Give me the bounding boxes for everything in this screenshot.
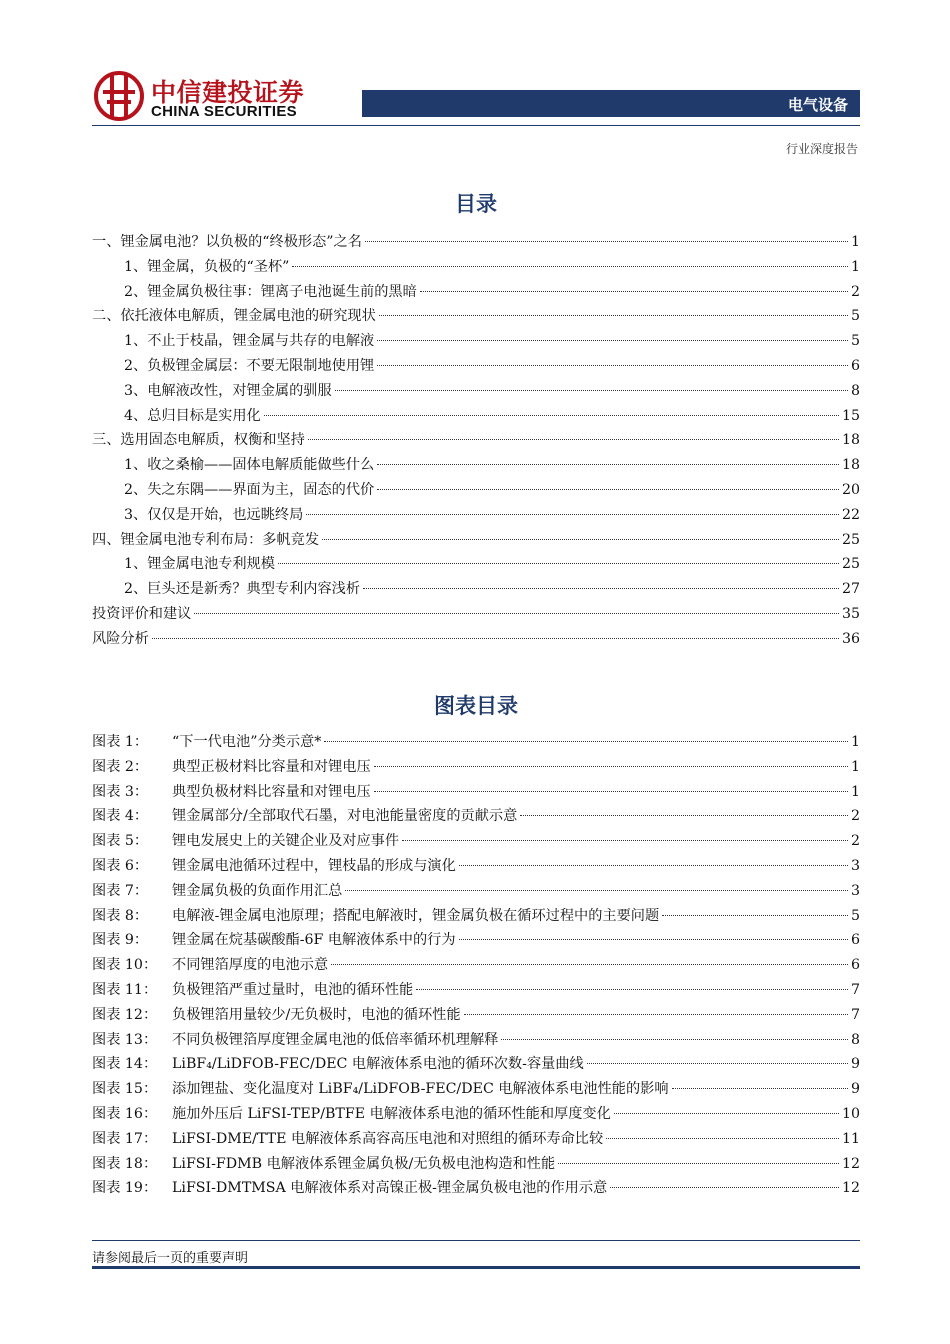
figure-caption: LiFSI-DME/TTE 电解液体系高容高压电池和对照组的循环寿命比较 bbox=[172, 1130, 604, 1147]
entry-title bbox=[124, 503, 303, 528]
page-number: 3 bbox=[850, 882, 860, 899]
toc-entry[interactable] bbox=[92, 528, 860, 553]
toc-entry-text: 2、失之东隅——界面为主，固态的代价 bbox=[124, 481, 375, 498]
toc-title: 目录 bbox=[455, 192, 497, 216]
figure-list-title: 图表目录 bbox=[434, 694, 518, 718]
entry-title bbox=[92, 879, 342, 904]
page-number: 5 bbox=[850, 308, 860, 325]
header-divider bbox=[92, 125, 860, 126]
toc-entry-text: 二、依托液体电解质，锂金属电池的研究现状 bbox=[92, 308, 376, 325]
entry-title bbox=[92, 780, 371, 805]
entry-title bbox=[92, 428, 305, 453]
page-number: 2 bbox=[850, 833, 860, 850]
figure-label: 图表 17： bbox=[92, 1130, 158, 1147]
toc-list bbox=[92, 230, 860, 652]
entry-title bbox=[92, 904, 659, 929]
page-number: 12 bbox=[841, 1180, 860, 1197]
page-number: 12 bbox=[841, 1155, 860, 1172]
dot-leader bbox=[379, 315, 848, 316]
dot-leader bbox=[377, 464, 839, 465]
entry-title bbox=[124, 577, 360, 602]
figure-label: 图表 12： bbox=[92, 1006, 158, 1023]
figure-list bbox=[92, 730, 860, 1201]
page-number: 36 bbox=[841, 630, 860, 647]
figure-caption: 典型负极材料比容量和对锂电压 bbox=[172, 783, 371, 800]
page-number: 7 bbox=[850, 981, 860, 998]
figure-caption: LiBF₄/LiDFOB-FEC/DEC 电解液体系电池的循环次数-容量曲线 bbox=[172, 1056, 584, 1073]
dot-leader bbox=[416, 989, 848, 990]
figure-caption: 不同负极锂箔厚度锂金属电池的低倍率循环机理解释 bbox=[172, 1031, 499, 1048]
figure-caption: 添加锂盐、变化温度对 LiBF₄/LiDFOB-FEC/DEC 电解液体系电池性能的影响 bbox=[172, 1081, 669, 1098]
figure-label: 图表 1： bbox=[92, 734, 149, 750]
entry-title bbox=[92, 528, 319, 553]
entry-title bbox=[92, 1152, 555, 1177]
page-number: 1 bbox=[850, 783, 860, 800]
logo-chinese-name: 中信建投证券 bbox=[151, 78, 305, 107]
entry-title bbox=[92, 1003, 461, 1028]
figure-entry[interactable] bbox=[92, 953, 860, 978]
toc-entry-text: 1、锂金属电池专利规模 bbox=[124, 556, 275, 573]
page-number: 15 bbox=[841, 407, 860, 424]
page-number: 2 bbox=[850, 283, 860, 300]
page-number: 6 bbox=[850, 357, 860, 374]
page-number: 6 bbox=[850, 932, 860, 949]
page-number: 25 bbox=[841, 531, 860, 548]
entry-title bbox=[92, 230, 362, 255]
dot-leader bbox=[363, 588, 839, 589]
dot-leader bbox=[322, 539, 839, 540]
toc-entry-text: 1、收之桑榆——固体电解质能做些什么 bbox=[124, 457, 375, 474]
figure-label: 图表 6： bbox=[92, 857, 149, 874]
toc-entry[interactable] bbox=[92, 230, 860, 255]
entry-title bbox=[124, 255, 289, 280]
entry-title bbox=[92, 755, 371, 780]
figure-label: 图表 7： bbox=[92, 882, 149, 899]
page-number: 7 bbox=[850, 1006, 860, 1023]
dot-leader bbox=[374, 766, 848, 767]
figure-caption: 锂金属负极的负面作用汇总 bbox=[172, 882, 343, 899]
page-number: 9 bbox=[850, 1056, 860, 1073]
page-number: 25 bbox=[841, 556, 860, 573]
figure-entry[interactable] bbox=[92, 730, 860, 755]
page-number: 8 bbox=[850, 1031, 860, 1048]
entry-title bbox=[124, 404, 261, 429]
toc-entry[interactable] bbox=[92, 478, 860, 503]
figure-caption: 电解液-锂金属电池原理；搭配电解液时，锂金属负极在循环过程中的主要问题 bbox=[172, 907, 660, 924]
figure-entry[interactable] bbox=[92, 1028, 860, 1053]
page-number: 1 bbox=[850, 258, 860, 275]
toc-entry-text: 2、负极锂金属层：不要无限制地使用锂 bbox=[124, 357, 375, 374]
toc-entry-text: 3、电解液改性，对锂金属的驯服 bbox=[124, 382, 332, 399]
figure-label: 图表 15： bbox=[92, 1081, 158, 1098]
figure-label: 图表 16： bbox=[92, 1105, 158, 1122]
entry-title bbox=[92, 854, 456, 879]
figure-entry[interactable] bbox=[92, 879, 860, 904]
page-number: 18 bbox=[841, 457, 860, 474]
figure-label: 图表 2： bbox=[92, 758, 149, 775]
figure-label: 图表 13： bbox=[92, 1031, 158, 1048]
figure-label: 图表 11： bbox=[92, 981, 158, 998]
entry-title bbox=[92, 1028, 498, 1053]
page-number: 9 bbox=[850, 1081, 860, 1098]
page-number: 5 bbox=[850, 333, 860, 350]
entry-title bbox=[92, 1102, 611, 1127]
figure-caption: 负极锂箔严重过量时，电池的循环性能 bbox=[172, 981, 414, 998]
entry-title bbox=[124, 379, 332, 404]
figure-entry[interactable] bbox=[92, 1127, 860, 1152]
page-number: 8 bbox=[850, 382, 860, 399]
dot-leader bbox=[587, 1063, 848, 1064]
dot-leader bbox=[377, 365, 848, 366]
entry-title bbox=[92, 1077, 669, 1102]
dot-leader bbox=[377, 489, 839, 490]
dot-leader bbox=[459, 865, 848, 866]
entry-title bbox=[92, 304, 376, 329]
toc-entry-text: 1、不止于枝晶，锂金属与共存的电解液 bbox=[124, 333, 375, 350]
entry-title bbox=[92, 804, 517, 829]
toc-entry-text: 2、巨头还是新秀？典型专利内容浅析 bbox=[124, 581, 361, 598]
dot-leader bbox=[402, 840, 848, 841]
page-number: 27 bbox=[841, 581, 860, 598]
footer-divider bbox=[92, 1240, 860, 1241]
entry-title bbox=[92, 1127, 603, 1152]
figure-caption: 锂金属在烷基碳酸酯-6F 电解液体系中的行为 bbox=[172, 932, 456, 949]
toc-entry[interactable] bbox=[92, 379, 860, 404]
sector-label: 电气设备 bbox=[787, 96, 848, 114]
figure-caption: 锂电发展史上的关键企业及对应事件 bbox=[172, 833, 400, 850]
dot-leader bbox=[374, 791, 848, 792]
toc-entry-text: 投资评价和建议 bbox=[92, 605, 192, 622]
dot-leader bbox=[464, 1014, 848, 1015]
figure-label: 图表 18： bbox=[92, 1155, 158, 1172]
figure-entry[interactable] bbox=[92, 1077, 860, 1102]
dot-leader bbox=[331, 964, 848, 965]
entry-title bbox=[92, 627, 149, 652]
page-number: 18 bbox=[841, 432, 860, 449]
dot-leader bbox=[558, 1163, 839, 1164]
figure-entry[interactable] bbox=[92, 928, 860, 953]
figure-entry[interactable] bbox=[92, 780, 860, 805]
toc-entry[interactable] bbox=[92, 453, 860, 478]
dot-leader bbox=[264, 415, 839, 416]
toc-entry-text: 四、锂金属电池专利布局：多帆竞发 bbox=[92, 531, 320, 548]
toc-entry-text: 4、总归目标是实用化 bbox=[124, 407, 261, 424]
figure-label: 图表 8： bbox=[92, 907, 149, 924]
toc-entry[interactable] bbox=[92, 503, 860, 528]
toc-entry[interactable] bbox=[92, 255, 860, 280]
toc-entry-text: 1、锂金属，负极的“圣杯” bbox=[124, 258, 290, 275]
page-number: 11 bbox=[841, 1130, 860, 1147]
entry-title bbox=[124, 478, 374, 503]
report-type: 行业深度报告 bbox=[785, 142, 858, 156]
entry-title bbox=[92, 953, 328, 978]
toc-entry-text: 2、锂金属负极往事：锂离子电池诞生前的黑暗 bbox=[124, 283, 417, 300]
dot-leader bbox=[308, 439, 839, 440]
toc-entry[interactable] bbox=[92, 627, 860, 652]
page-number: 10 bbox=[841, 1105, 860, 1122]
toc-entry[interactable] bbox=[92, 304, 860, 329]
entry-title bbox=[92, 829, 399, 854]
dot-leader bbox=[501, 1039, 848, 1040]
figure-label: 图表 4： bbox=[92, 808, 149, 825]
company-logo bbox=[93, 70, 308, 122]
figure-entry[interactable] bbox=[92, 829, 860, 854]
dot-leader bbox=[662, 915, 848, 916]
entry-title bbox=[124, 354, 374, 379]
page-number: 20 bbox=[841, 481, 860, 498]
dot-leader bbox=[335, 390, 848, 391]
toc-entry[interactable] bbox=[92, 552, 860, 577]
toc-entry-text: 3、仅仅是开始，也远眺终局 bbox=[124, 506, 304, 523]
figure-caption: “下一代电池”分类示意* bbox=[172, 734, 322, 750]
page-number: 22 bbox=[841, 506, 860, 523]
figure-label: 图表 19： bbox=[92, 1180, 158, 1197]
figure-entry[interactable] bbox=[92, 1102, 860, 1127]
figure-label: 图表 9： bbox=[92, 932, 149, 949]
figure-caption: 锂金属电池循环过程中，锂枝晶的形成与演化 bbox=[172, 857, 456, 874]
figure-label: 图表 14： bbox=[92, 1056, 158, 1073]
page-number: 35 bbox=[841, 605, 860, 622]
dot-leader bbox=[292, 266, 848, 267]
dot-leader bbox=[614, 1113, 839, 1114]
footer-bar bbox=[92, 1266, 860, 1269]
page-number: 3 bbox=[850, 857, 860, 874]
page-number: 2 bbox=[850, 808, 860, 825]
citic-logo-icon bbox=[93, 70, 145, 122]
figure-entry[interactable] bbox=[92, 1003, 860, 1028]
toc-entry[interactable] bbox=[92, 577, 860, 602]
figure-label: 图表 5： bbox=[92, 833, 149, 850]
figure-caption: 施加外压后 LiFSI-TEP/BTFE 电解液体系电池的循环性能和厚度变化 bbox=[172, 1105, 611, 1122]
figure-caption: LiFSI-DMTMSA 电解液体系对高镍正极-锂金属负极电池的作用示意 bbox=[172, 1180, 608, 1197]
toc-entry-text: 风险分析 bbox=[92, 630, 149, 647]
dot-leader bbox=[345, 890, 848, 891]
figure-entry[interactable] bbox=[92, 804, 860, 829]
dot-leader bbox=[365, 241, 848, 242]
dot-leader bbox=[194, 613, 839, 614]
entry-title bbox=[92, 602, 191, 627]
figure-caption: 锂金属部分/全部取代石墨，对电池能量密度的贡献示意 bbox=[172, 808, 518, 825]
toc-entry[interactable] bbox=[92, 354, 860, 379]
entry-title bbox=[92, 928, 456, 953]
page-number: 5 bbox=[850, 907, 860, 924]
figure-caption: LiFSI-FDMB 电解液体系锂金属负极/无负极电池构造和性能 bbox=[172, 1155, 556, 1172]
entry-title bbox=[92, 730, 321, 755]
toc-entry-text: 一、锂金属电池？以负极的“终极形态”之名 bbox=[92, 234, 362, 250]
page-number: 1 bbox=[850, 734, 860, 750]
dot-leader bbox=[459, 939, 848, 940]
footer-disclaimer: 请参阅最后一页的重要声明 bbox=[92, 1251, 249, 1266]
toc-entry[interactable] bbox=[92, 428, 860, 453]
dot-leader bbox=[278, 563, 839, 564]
entry-title bbox=[124, 280, 417, 305]
toc-entry-text: 三、选用固态电解质，权衡和坚持 bbox=[92, 432, 305, 449]
figure-entry[interactable] bbox=[92, 1176, 860, 1201]
figure-label: 图表 3： bbox=[92, 783, 149, 800]
toc-entry[interactable] bbox=[92, 602, 860, 627]
page-number: 1 bbox=[850, 234, 860, 250]
dot-leader bbox=[606, 1138, 839, 1139]
figure-label: 图表 10： bbox=[92, 957, 158, 974]
figure-entry[interactable] bbox=[92, 755, 860, 780]
dot-leader bbox=[306, 514, 839, 515]
dot-leader bbox=[377, 340, 848, 341]
figure-entry[interactable] bbox=[92, 1052, 860, 1077]
toc-entry[interactable] bbox=[92, 329, 860, 354]
toc-entry[interactable] bbox=[92, 280, 860, 305]
figure-caption: 负极锂箔用量较少/无负极时，电池的循环性能 bbox=[172, 1006, 461, 1023]
figure-entry[interactable] bbox=[92, 904, 860, 929]
entry-title bbox=[124, 329, 374, 354]
dot-leader bbox=[152, 638, 839, 639]
entry-title bbox=[124, 552, 275, 577]
entry-title bbox=[92, 978, 413, 1003]
sector-banner bbox=[362, 90, 860, 117]
entry-title bbox=[124, 453, 374, 478]
page-number: 1 bbox=[850, 758, 860, 775]
logo-english-name: CHINA SECURITIES bbox=[151, 103, 297, 120]
figure-entry[interactable] bbox=[92, 854, 860, 879]
entry-title bbox=[92, 1052, 584, 1077]
page-number: 6 bbox=[850, 957, 860, 974]
dot-leader bbox=[610, 1187, 839, 1188]
toc-entry[interactable] bbox=[92, 404, 860, 429]
dot-leader bbox=[672, 1088, 848, 1089]
figure-entry[interactable] bbox=[92, 1152, 860, 1177]
dot-leader bbox=[324, 741, 848, 742]
dot-leader bbox=[520, 815, 848, 816]
dot-leader bbox=[420, 291, 848, 292]
figure-caption: 不同锂箔厚度的电池示意 bbox=[172, 957, 329, 974]
figure-caption: 典型正极材料比容量和对锂电压 bbox=[172, 758, 371, 775]
figure-entry[interactable] bbox=[92, 978, 860, 1003]
entry-title bbox=[92, 1176, 607, 1201]
